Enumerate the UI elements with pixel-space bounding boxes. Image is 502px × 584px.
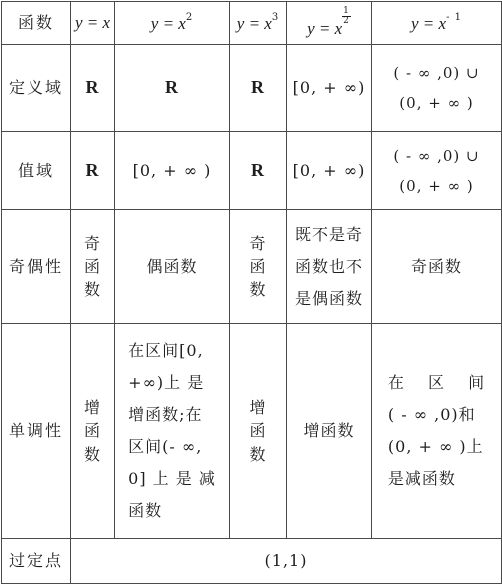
monotonicity-sqrt xyxy=(287,324,372,539)
monotonicity-reciprocal-line2: ( - ∞ ,0)和 xyxy=(387,405,476,424)
monotonicity-square-line1: 在区间[0, xyxy=(128,341,204,360)
domain-sqrt xyxy=(287,45,372,132)
header-fn-cube-exp: 3 xyxy=(271,11,280,23)
header-fn-sqrt-exp xyxy=(342,7,351,26)
header-sqrt xyxy=(287,2,372,45)
header-linear xyxy=(71,2,115,45)
range-sqrt xyxy=(287,132,372,210)
parity-square xyxy=(115,210,230,324)
parity-cube-value: 奇函数 xyxy=(249,233,267,300)
domain-linear-value: R xyxy=(85,77,100,98)
range-label-cell xyxy=(2,132,71,210)
monotonicity-label-cell xyxy=(2,324,71,539)
parity-cube xyxy=(230,210,287,324)
frac-denominator: 2 xyxy=(343,15,350,26)
parity-label: 奇偶性 xyxy=(8,256,63,276)
parity-reciprocal xyxy=(372,210,502,324)
domain-reciprocal-line2: (0, + ∞ ) xyxy=(399,94,474,112)
parity-sqrt-line1: 既不是奇 xyxy=(294,224,363,244)
monotonicity-cube-value: 增函数 xyxy=(249,398,267,464)
parity-sqrt-line2: 函数也不 xyxy=(294,256,363,276)
header-cube xyxy=(230,2,287,45)
monotonicity-linear-value: 增函数 xyxy=(83,398,101,464)
header-fn-reciprocal-base: y = x xyxy=(411,13,447,33)
monotonicity-reciprocal-text xyxy=(388,367,485,495)
parity-sqrt-line3: 是偶函数 xyxy=(294,288,363,308)
header-fn-square-exp: 2 xyxy=(185,11,194,23)
header-fn-reciprocal-exp: - 1 xyxy=(446,11,462,23)
monotonicity-row xyxy=(2,324,502,539)
monotonicity-linear xyxy=(71,324,115,539)
parity-linear xyxy=(71,210,115,324)
parity-square-value: 偶函数 xyxy=(146,256,198,276)
range-square xyxy=(115,132,230,210)
range-reciprocal xyxy=(372,132,502,210)
parity-reciprocal-value: 奇函数 xyxy=(410,256,462,276)
fixed-point-label-cell xyxy=(2,539,71,584)
monotonicity-square-line4: 区间(- ∞, xyxy=(128,437,203,456)
header-label: 函数 xyxy=(17,13,54,33)
range-cube-value: R xyxy=(251,159,265,180)
monotonicity-cube xyxy=(230,324,287,539)
domain-cube xyxy=(230,45,287,132)
range-reciprocal-line2: (0, + ∞ ) xyxy=(399,176,474,195)
monotonicity-reciprocal-line4: 是减函数 xyxy=(387,469,456,488)
parity-row xyxy=(2,210,502,324)
range-reciprocal-line1: ( - ∞ ,0) ∪ xyxy=(393,146,480,165)
domain-cube-value: R xyxy=(251,77,265,98)
domain-reciprocal xyxy=(372,45,502,132)
range-linear xyxy=(71,132,115,210)
frac-numerator: 1 xyxy=(343,5,350,16)
range-row xyxy=(2,132,502,210)
monotonicity-sqrt-value: 增函数 xyxy=(303,421,355,441)
monotonicity-reciprocal xyxy=(372,324,502,539)
monotonicity-square-line5: 0] 上 是 减 xyxy=(128,469,216,488)
power-function-table xyxy=(1,1,502,584)
domain-square-value: R xyxy=(165,77,179,98)
domain-row xyxy=(2,45,502,132)
parity-sqrt xyxy=(287,210,372,324)
range-linear-value: R xyxy=(85,159,100,180)
header-square xyxy=(115,2,230,45)
monotonicity-reciprocal-line3: (0, + ∞ )上 xyxy=(387,437,484,456)
domain-label-cell xyxy=(2,45,71,132)
header-fn-linear: y = x xyxy=(74,12,111,32)
range-square-value: [0, + ∞ ) xyxy=(132,160,212,180)
domain-label: 定义域 xyxy=(8,78,63,98)
domain-sqrt-value: [0, + ∞) xyxy=(292,78,366,98)
header-fn-sqrt-base: y = x xyxy=(307,18,343,38)
fixed-point-value-cell xyxy=(71,539,502,584)
header-reciprocal xyxy=(372,2,502,45)
monotonicity-square-line2: +∞)上 是 xyxy=(128,373,205,392)
fixed-point-value: (1,1) xyxy=(264,551,308,571)
monotonicity-label: 单调性 xyxy=(8,421,63,441)
monotonicity-square xyxy=(115,324,230,539)
parity-sqrt-text xyxy=(295,219,363,315)
header-label-cell xyxy=(2,2,71,45)
parity-linear-value: 奇函数 xyxy=(83,233,101,300)
header-fn-cube-base: y = x xyxy=(236,13,272,33)
domain-linear xyxy=(71,45,115,132)
range-label: 值域 xyxy=(17,160,54,180)
monotonicity-square-text xyxy=(128,335,216,527)
monotonicity-square-line3: 增函数;在 xyxy=(128,405,203,424)
parity-label-cell xyxy=(2,210,71,324)
header-fn-square-base: y = x xyxy=(150,13,186,33)
monotonicity-reciprocal-line1: 在 区 间 xyxy=(387,373,486,392)
domain-reciprocal-line1: ( - ∞ ,0) ∪ xyxy=(393,64,480,82)
table-header-row xyxy=(2,2,502,45)
range-sqrt-value: [0, + ∞) xyxy=(292,160,366,180)
domain-square xyxy=(115,45,230,132)
fixed-point-row xyxy=(2,539,502,584)
fixed-point-label: 过定点 xyxy=(8,551,63,571)
range-cube xyxy=(230,132,287,210)
monotonicity-square-line6: 函数 xyxy=(128,501,163,520)
